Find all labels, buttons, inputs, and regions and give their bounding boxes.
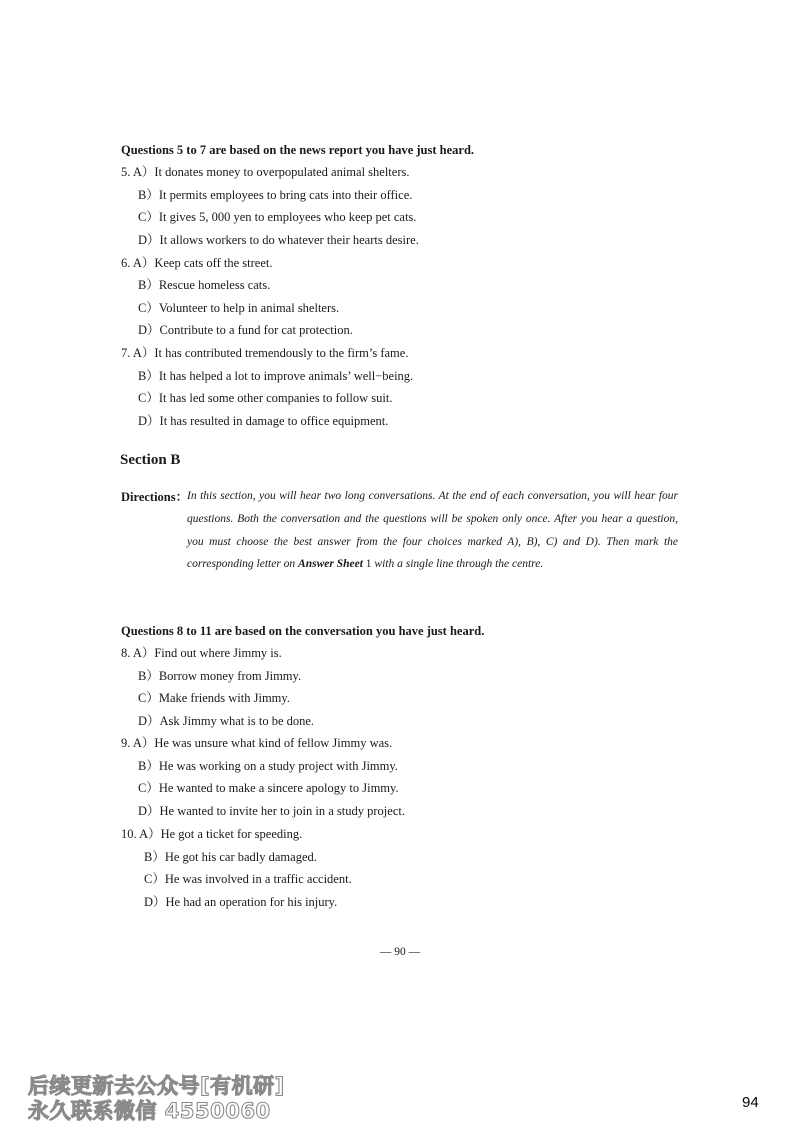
question-9-option-b[interactable]: B）He was working on a study project with Jimmy.: [138, 759, 398, 773]
page-footer-number: — 90 —: [379, 946, 421, 958]
group1-header: Questions 5 to 7 are based on the news report you have just heard.: [121, 143, 475, 157]
question-number: 9.: [121, 736, 131, 750]
question-9-option-a[interactable]: 9. A）He was unsure what kind of fellow Jimmy was.: [121, 736, 393, 750]
answer-sheet-emphasis: Answer Sheet: [298, 558, 363, 571]
question-8-option-d[interactable]: D）Ask Jimmy what is to be done.: [138, 714, 315, 728]
question-number: 10.: [121, 827, 137, 841]
section-b-title: Section B: [120, 452, 181, 468]
question-7-option-d[interactable]: D）It has resulted in damage to office equipment.: [138, 414, 389, 428]
question-7-option-a[interactable]: 7. A）It has contributed tremendously to the firm’s fame.: [121, 346, 409, 360]
watermark-line-1: 后续更新去公众号[有机研]: [28, 1074, 285, 1098]
question-6-option-b[interactable]: B）Rescue homeless cats.: [138, 278, 271, 292]
question-9-option-c[interactable]: C）He wanted to make a sincere apology to Jimmy.: [138, 781, 399, 795]
question-number: 5.: [121, 165, 131, 179]
question-8-option-b[interactable]: B）Borrow money from Jimmy.: [138, 669, 302, 683]
question-10-option-b[interactable]: B）He got his car badly damaged.: [144, 850, 317, 864]
question-6-option-a[interactable]: 6. A）Keep cats off the street.: [121, 256, 273, 270]
question-number: 7.: [121, 346, 131, 360]
question-5-option-a[interactable]: 5. A）It donates money to overpopulated animal shelters.: [121, 165, 410, 179]
question-8-option-a[interactable]: 8. A）Find out where Jimmy is.: [121, 646, 282, 660]
watermark-line-2: 永久联系微信 4550060: [28, 1099, 271, 1123]
question-6-option-c[interactable]: C）Volunteer to help in animal shelters.: [138, 301, 340, 315]
question-10-option-c[interactable]: C）He was involved in a traffic accident.: [144, 872, 352, 886]
directions-label: Directions：: [121, 490, 189, 504]
question-5-option-c[interactable]: C）It gives 5, 000 yen to employees who keep pet cats.: [138, 210, 417, 224]
question-number: 8.: [121, 646, 131, 660]
question-9-option-d[interactable]: D）He wanted to invite her to join in a study project.: [138, 804, 405, 818]
question-5-option-d[interactable]: D）It allows workers to do whatever their hearts desire.: [138, 233, 419, 247]
question-7-option-b[interactable]: B）It has helped a lot to improve animals’ well−being.: [138, 369, 414, 383]
question-10-option-d[interactable]: D）He had an operation for his injury.: [144, 895, 338, 909]
question-number: 6.: [121, 256, 131, 270]
question-10-option-a[interactable]: 10. A）He got a ticket for speeding.: [121, 827, 303, 841]
directions-text: In this section, you will hear two long conversations. At the end of each conversation, you will hear four questions. Both the conversation and the questions will be spoken only once. After you hear a question, you must choose the best answer from the four choices marked A), B), C) and D). Then mark the corresponding letter on Answer Sheet 1 with a single line through the centre.: [187, 490, 678, 571]
scan-page-number: 94: [742, 1094, 759, 1111]
question-7-option-c[interactable]: C）It has led some other companies to follow suit.: [138, 391, 393, 405]
question-8-option-c[interactable]: C）Make friends with Jimmy.: [138, 691, 290, 705]
group2-header: Questions 8 to 11 are based on the conversation you have just heard.: [121, 624, 485, 638]
question-6-option-d[interactable]: D）Contribute to a fund for cat protection.: [138, 323, 353, 337]
watermark-overlay: [28, 1074, 285, 1124]
question-5-option-b[interactable]: B）It permits employees to bring cats into their office.: [138, 188, 413, 202]
